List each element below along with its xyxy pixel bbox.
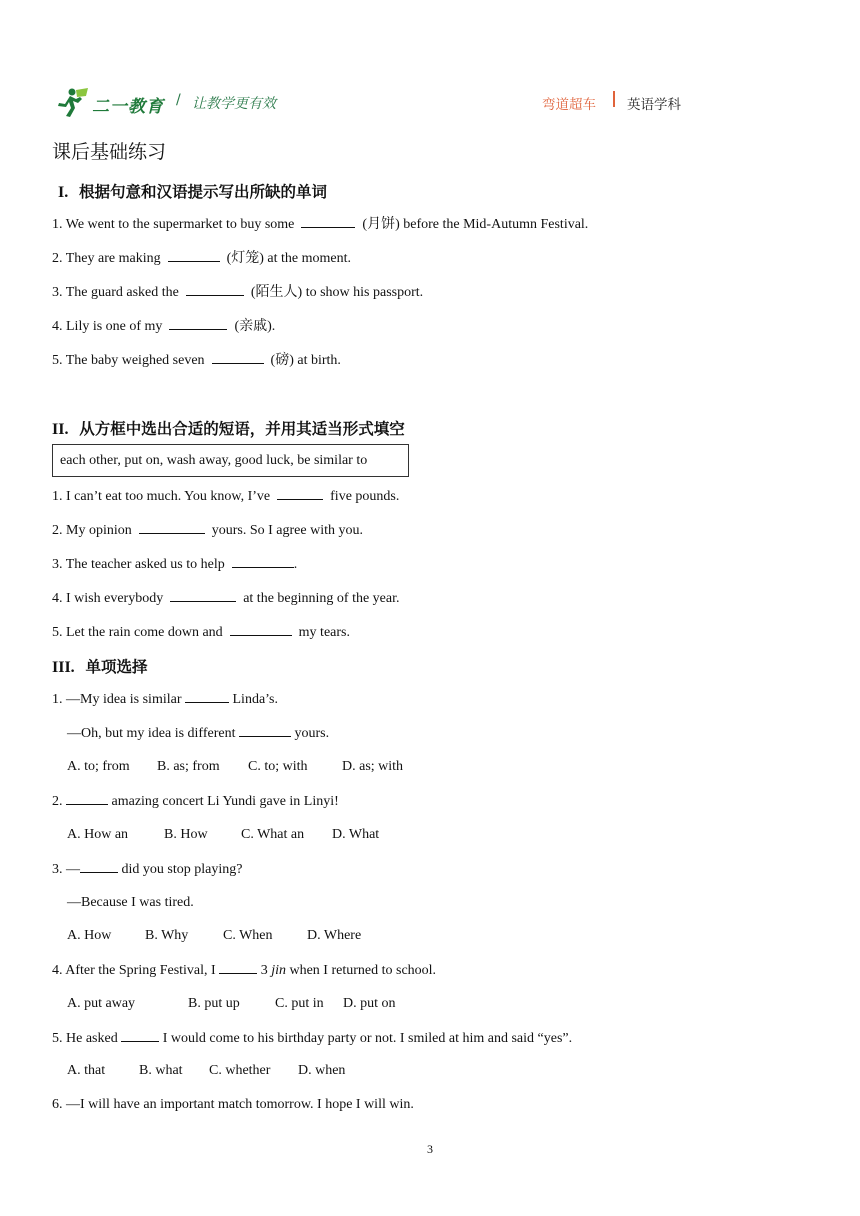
section-2-number: II. (52, 421, 69, 438)
s1-item-4-hint: (亲戚). (234, 319, 276, 334)
answer-blank[interactable] (301, 215, 355, 228)
s3-q1-line2 (67, 724, 329, 743)
s2-item-5-tail: my tears. (298, 625, 350, 640)
option-d[interactable]: D. What (332, 827, 380, 842)
section-2-title: 从方框中选出合适的短语，并用其适当形式填空 (79, 420, 405, 438)
s1-item-5 (52, 351, 341, 370)
s1-item-2-hint: (灯笼) at the moment. (226, 251, 352, 266)
brand-tagline: 让教学更有效 (192, 96, 276, 112)
option-a[interactable]: A. to; from (67, 759, 130, 774)
s3-q5-text: 5. He asked (52, 1031, 118, 1046)
header-slash: / (176, 92, 181, 108)
phrase-box-text: each other, put on, wash away, good luck, be similar to (60, 453, 368, 468)
section-1-number: I. (58, 184, 69, 201)
option-c[interactable]: C. What an (241, 827, 305, 842)
answer-blank[interactable] (121, 1029, 159, 1042)
phrase-box (52, 444, 409, 477)
answer-blank[interactable] (212, 351, 264, 364)
s3-q2-options (67, 826, 379, 844)
s1-item-2-text: 2. They are making (52, 251, 161, 266)
page-number: 3 (427, 1142, 433, 1156)
s3-q4-amount: 3 (260, 963, 268, 978)
s1-item-2 (52, 249, 351, 268)
answer-blank[interactable] (232, 555, 294, 568)
s1-item-5-text: 5. The baby weighed seven (52, 353, 205, 368)
s3-q1-reply: —Oh, but my idea is different (67, 726, 236, 741)
s1-item-3-hint: (陌生人) to show his passport. (250, 285, 424, 300)
s3-q3-text: did you stop playing? (121, 862, 243, 877)
s2-item-3-tail: . (293, 557, 298, 572)
section-3-title: 单项选择 (85, 658, 148, 676)
option-a[interactable]: A. put away (67, 996, 136, 1011)
s1-item-1-text: 1. We went to the supermarket to buy some (52, 217, 295, 232)
s3-q4-options (67, 995, 396, 1013)
s2-item-5-text: 5. Let the rain come down and (52, 625, 223, 640)
section-1-heading (58, 180, 327, 202)
answer-blank[interactable] (185, 690, 229, 703)
series-label: 弯道超车 (542, 97, 596, 113)
s1-item-1 (52, 215, 588, 234)
s3-q4-text-end: when I returned to school. (289, 963, 437, 978)
s2-item-4 (52, 589, 400, 608)
s3-q3-reply: —Because I was tired. (67, 895, 194, 910)
s3-q3-line2 (67, 894, 194, 912)
option-b[interactable]: B. what (139, 1063, 183, 1078)
option-d[interactable]: D. Where (307, 928, 362, 943)
s3-q1-reply-end: yours. (294, 726, 330, 741)
answer-blank[interactable] (169, 317, 227, 330)
section-3-number: III. (52, 659, 75, 676)
runner-logo-icon (56, 86, 90, 118)
s2-item-4-text: 4. I wish everybody (52, 591, 164, 606)
s3-q5-text-end: I would come to his birthday party or not. I smiled at him and said “yes”. (162, 1031, 573, 1046)
answer-blank[interactable] (239, 724, 291, 737)
option-a[interactable]: A. that (67, 1063, 106, 1078)
s2-item-1-tail: five pounds. (330, 489, 400, 504)
s3-q5-line1 (52, 1029, 572, 1048)
s2-item-4-tail: at the beginning of the year. (243, 591, 400, 606)
answer-blank[interactable] (80, 860, 118, 873)
s1-item-1-hint: (月饼) before the Mid-Autumn Festival. (362, 217, 589, 232)
s3-q2-line1 (52, 792, 339, 811)
s3-q1-line1 (52, 690, 278, 709)
option-c[interactable]: C. to; with (248, 759, 308, 774)
s1-item-3 (52, 283, 423, 302)
s3-q4-text: 4. After the Spring Festival, I (52, 963, 216, 978)
option-c[interactable]: C. When (223, 928, 273, 943)
option-b[interactable]: B. put up (188, 996, 240, 1011)
option-a[interactable]: A. How (67, 928, 112, 943)
option-b[interactable]: B. Why (145, 928, 189, 943)
s1-item-3-text: 3. The guard asked the (52, 285, 179, 300)
s3-q2-text: amazing concert Li Yundi gave in Linyi! (111, 794, 339, 809)
section-3-heading (52, 655, 148, 677)
s3-q1-text: 1. —My idea is similar (52, 692, 182, 707)
s1-item-4-text: 4. Lily is one of my (52, 319, 163, 334)
s2-item-1-text: 1. I can’t eat too much. You know, I’ve (52, 489, 271, 504)
answer-blank[interactable] (186, 283, 244, 296)
answer-blank[interactable] (219, 961, 257, 974)
option-d[interactable]: D. as; with (342, 759, 404, 774)
s3-q5-options (67, 1062, 345, 1080)
s3-q1-text-end: Linda’s. (232, 692, 278, 707)
s2-item-1 (52, 487, 399, 506)
s2-item-2-tail: yours. So I agree with you. (211, 523, 363, 538)
option-c[interactable]: C. put in (275, 996, 324, 1011)
answer-blank[interactable] (230, 623, 292, 636)
s3-q3-line1 (52, 860, 242, 879)
option-c[interactable]: C. whether (209, 1063, 271, 1078)
option-b[interactable]: B. How (164, 827, 208, 842)
s3-q1-options (67, 758, 403, 776)
subject-label: 英语学科 (627, 97, 681, 113)
s3-q6-line1 (52, 1096, 414, 1114)
option-d[interactable]: D. put on (343, 996, 396, 1011)
answer-blank[interactable] (66, 792, 108, 805)
s3-q3-options (67, 927, 361, 945)
s2-item-2-text: 2. My opinion (52, 523, 132, 538)
page-title: 课后基础练习 (52, 141, 167, 163)
s3-q4-unit: jin (271, 963, 286, 978)
answer-blank[interactable] (168, 249, 220, 262)
s3-q2-number: 2. (52, 794, 63, 809)
brand-name: 二一教育 (92, 97, 164, 117)
s1-item-5-hint: (磅) at birth. (270, 353, 341, 368)
s2-item-5 (52, 623, 350, 642)
s2-item-2 (52, 521, 363, 540)
s2-item-3 (52, 555, 297, 574)
page-header (56, 86, 696, 118)
s2-item-3-text: 3. The teacher asked us to help (52, 557, 225, 572)
answer-blank[interactable] (170, 589, 236, 602)
s3-q4-line1 (52, 961, 436, 980)
answer-blank[interactable] (277, 487, 323, 500)
s3-q3-number: 3. — (52, 862, 80, 877)
answer-blank[interactable] (139, 521, 205, 534)
header-divider (613, 91, 615, 107)
option-d[interactable]: D. when (298, 1063, 346, 1078)
section-1-title: 根据句意和汉语提示写出所缺的单词 (79, 183, 328, 201)
s1-item-4 (52, 317, 275, 336)
s3-q6-text: 6. —I will have an important match tomorrow. I hope I will win. (52, 1097, 414, 1112)
option-b[interactable]: B. as; from (157, 759, 220, 774)
option-a[interactable]: A. How an (67, 827, 129, 842)
section-2-heading (52, 417, 405, 439)
